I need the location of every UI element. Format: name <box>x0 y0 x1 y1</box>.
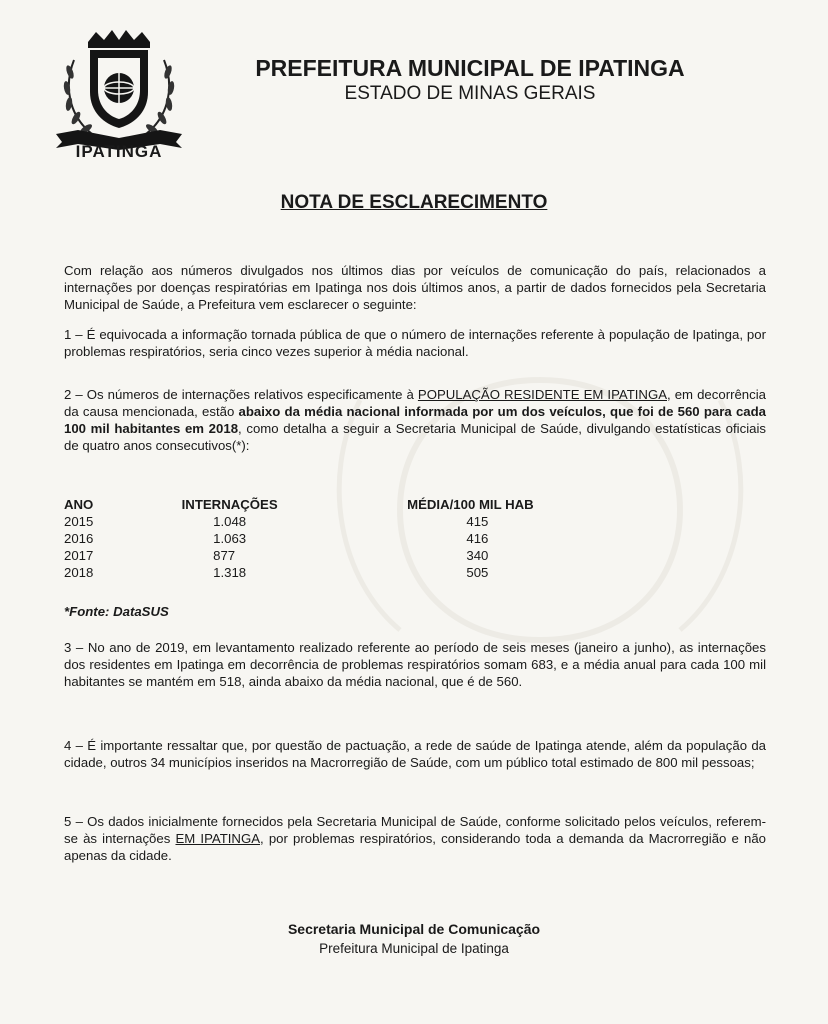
table-row <box>64 513 564 530</box>
table-cell: 415 <box>466 514 489 529</box>
table-header-row <box>64 496 564 513</box>
header-subtitle: ESTADO DE MINAS GERAIS <box>344 83 596 104</box>
table-row <box>64 547 564 564</box>
item-5-text-a: 5 – Os dados inicialmente fornecidos pela Secretaria Municipal de Saúde, conforme solicitado pelos veículos, referem-se às internações <box>64 814 766 846</box>
item-5-text-b: , por problemas respiratórios, considerando toda a demanda da Macrorregião e não apenas da cidade. <box>64 831 766 863</box>
header-title: PREFEITURA MUNICIPAL DE IPATINGA <box>255 55 685 81</box>
table-cell: 2017 <box>64 548 94 563</box>
table-cell: 416 <box>466 531 489 546</box>
table-cell: 2015 <box>64 514 94 529</box>
table-cell: 505 <box>466 565 489 580</box>
statistics-table <box>64 496 564 581</box>
table-cell: 1.318 <box>213 565 247 580</box>
document-title-text: NOTA DE ESCLARECIMENTO <box>280 192 548 213</box>
table-row <box>64 530 564 547</box>
item-2-bold: abaixo da média nacional informada por um dos veículos, que foi de 560 para cada 100 mil habitantes em 2018 <box>64 404 767 436</box>
item-2-paragraph <box>64 386 766 454</box>
item-3-paragraph: 3 – No ano de 2019, em levantamento realizado referente ao período de seis meses (janeiro a junho), as internações dos residentes em Ipatinga em decorrência de problemas respiratórios somam 683, e a média anual para cada 100 mil habitantes se mantém em 518, ainda abaixo da média nacional, que é de 560. <box>64 640 766 689</box>
table-header-cell: MÉDIA/100 MIL HAB <box>407 497 534 512</box>
table-source-note: *Fonte: DataSUS <box>64 604 169 619</box>
signature-organization: Prefeitura Municipal de Ipatinga <box>319 941 509 956</box>
table-header-cell: ANO <box>64 497 94 512</box>
logo-wordmark: IPATINGA <box>75 142 163 161</box>
table-row <box>64 564 564 581</box>
item-5-underlined: EM IPATINGA <box>175 831 261 846</box>
signature-department: Secretaria Municipal de Comunicação <box>287 921 541 937</box>
item-2-text-c: , como detalha a seguir a Secretaria Municipal de Saúde, divulgando estatísticas oficiais de quatro anos consecutivos(*): <box>64 421 766 453</box>
table-cell: 340 <box>466 548 489 563</box>
table-cell: 1.048 <box>213 514 247 529</box>
table-header-cell: INTERNAÇÕES <box>181 497 278 512</box>
table-cell: 1.063 <box>213 531 247 546</box>
table-cell: 2016 <box>64 531 94 546</box>
item-4-paragraph: 4 – É importante ressaltar que, por questão de pactuação, a rede de saúde de Ipatinga atende, além da população da cidade, outros 34 municípios inseridos na Macrorregião de Saúde, com um público total estimado de 800 mil pessoas; <box>64 738 766 770</box>
item-2-underlined: POPULAÇÃO RESIDENTE EM IPATINGA <box>417 387 667 402</box>
item-2-text-b: , em decorrência da causa mencionada, estão <box>64 387 766 419</box>
item-2-text-a: 2 – Os números de internações relativos especificamente à <box>64 387 418 402</box>
item-5-paragraph <box>64 813 766 864</box>
table-cell: 877 <box>213 548 236 563</box>
table-body <box>64 513 564 581</box>
item-1-paragraph: 1 – É equivocada a informação tornada pública de que o número de internações referente à população de Ipatinga, por problemas respiratórios, seria cinco vezes superior à média nacional. <box>64 327 766 359</box>
intro-paragraph: Com relação aos números divulgados nos últimos dias por veículos de comunicação do país, relacionados a internações por doenças respiratórias em Ipatinga nos dois últimos anos, a partir de dados fornecidos pela Secretaria Municipal de Saúde, a Prefeitura vem esclarecer o seguinte: <box>64 263 766 312</box>
table-cell: 2018 <box>64 565 94 580</box>
document-title <box>0 192 828 214</box>
